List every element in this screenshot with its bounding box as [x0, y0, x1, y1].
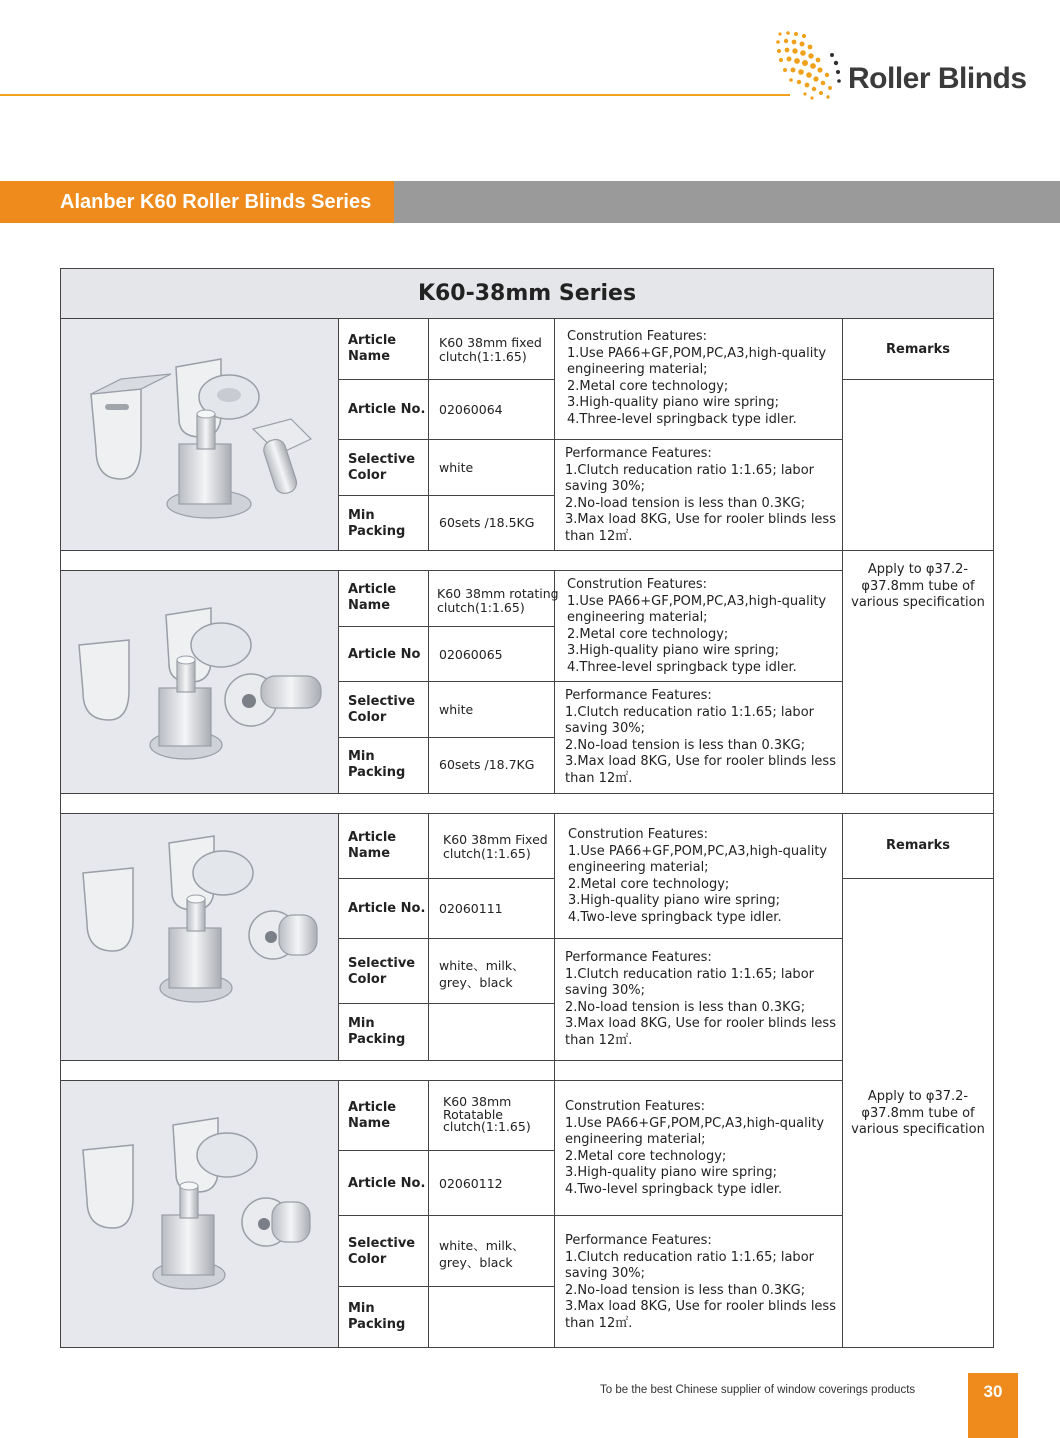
product-image-02060065	[61, 570, 339, 793]
row-divider	[842, 379, 993, 380]
min-packing-value: 60sets /18.7KG	[439, 757, 535, 772]
rotating-clutch-parts-icon	[61, 570, 338, 793]
performance-features: Performance Features: 1.Clutch reducation ratio 1:1.65; labor saving 30%; 2.No-load tension is less than 0.3KG; 3.Max load 8KG, Use for rooler blinds less than 12㎡.	[565, 950, 836, 1048]
column-divider	[428, 1080, 429, 1347]
selective-color-label: Selective Color	[348, 452, 416, 483]
row-divider	[339, 681, 843, 682]
article-no-value: 02060064	[439, 402, 503, 417]
row-divider	[339, 737, 555, 738]
brand-logo-dots-icon	[772, 28, 846, 102]
column-divider	[554, 813, 555, 1347]
product-image-02060111	[61, 813, 339, 1060]
article-name-value: K60 38mm rotating clutch(1:1.65)	[437, 586, 559, 615]
group-separator	[61, 813, 993, 814]
remarks-apply-text: Apply to φ37.2- φ37.8mm tube of various specification	[851, 562, 985, 610]
row-divider	[339, 379, 555, 380]
selective-color-value: white、milk、 grey、black	[439, 1238, 525, 1270]
article-name-label: Article Name	[348, 1100, 397, 1131]
article-name-label: Article Name	[348, 333, 397, 364]
row-divider	[339, 1215, 843, 1216]
article-name-value: K60 38mm fixed clutch(1:1.65)	[439, 335, 542, 364]
remarks-apply-text: Apply to φ37.2- φ37.8mm tube of various specification	[851, 1089, 985, 1137]
article-no-value: 02060111	[439, 901, 503, 916]
selective-color-label: Selective Color	[348, 1236, 416, 1267]
article-no-label: Article No.	[348, 402, 426, 417]
min-packing-value: 60sets /18.5KG	[439, 515, 535, 530]
row-divider	[339, 938, 843, 939]
min-packing-label: Min Packing	[348, 749, 406, 780]
article-name-label: Article Name	[348, 830, 397, 861]
column-divider	[428, 813, 429, 1060]
performance-features: Performance Features: 1.Clutch reducation ratio 1:1.65; labor saving 30%; 2.No-load tension is less than 0.3KG; 3.Max load 8KG, Use for rooler blinds less than 12㎡.	[565, 1233, 836, 1331]
min-packing-label: Min Packing	[348, 508, 406, 539]
article-name-value: K60 38mm Rotatable clutch(1:1.65)	[443, 1094, 531, 1134]
remarks-header: Remarks	[886, 342, 950, 357]
selective-color-label: Selective Color	[348, 694, 416, 725]
group-separator	[61, 570, 843, 571]
construction-features: Constrution Features: 1.Use PA66+GF,POM,PC,A3,high-quality engineering material; 2.Metal core technology; 3.High-quality piano wire spring; 4.Three-level springback type idler.	[567, 329, 827, 427]
construction-features: Constrution Features: 1.Use PA66+GF,POM,PC,A3,high-quality engineering material; 2.Metal core technology; 3.High-quality piano wire spring; 4.Two-level springback type idler.	[565, 1099, 825, 1197]
column-divider	[554, 319, 555, 550]
group-separator	[61, 1080, 843, 1081]
fixed-clutch-parts-icon	[61, 813, 338, 1060]
performance-features: Performance Features: 1.Clutch reducation ratio 1:1.65; labor saving 30%; 2.No-load tension is less than 0.3KG; 3.Max load 8KG, Use for rooler blinds less than 12㎡.	[565, 688, 836, 786]
column-divider	[842, 813, 843, 1347]
page-number: 30	[968, 1373, 1018, 1438]
row-divider	[339, 626, 555, 627]
series-band-title: Alanber K60 Roller Blinds Series	[0, 181, 394, 223]
row-divider	[842, 878, 993, 879]
row-divider	[339, 1003, 555, 1004]
min-packing-label: Min Packing	[348, 1016, 406, 1047]
selective-color-value: white、milk、 grey、black	[439, 958, 525, 990]
article-name-value: K60 38mm Fixed clutch(1:1.65)	[443, 832, 548, 861]
column-divider	[842, 319, 843, 793]
article-name-label: Article Name	[348, 582, 397, 613]
row-divider	[339, 1150, 555, 1151]
rotatable-clutch-parts-icon	[61, 1080, 338, 1347]
group-separator	[61, 1060, 843, 1061]
performance-features: Performance Features: 1.Clutch reducation ratio 1:1.65; labor saving 30%; 2.No-load tension is less than 0.3KG; 3.Max load 8KG, Use for rooler blinds less than 12㎡.	[565, 446, 836, 544]
footer-tagline: To be the best Chinese supplier of window coverings products	[600, 1384, 916, 1396]
selective-color-value: white	[439, 460, 474, 475]
group-separator	[61, 550, 993, 551]
table-title: K60-38mm Series	[61, 269, 993, 319]
header-rule	[0, 94, 790, 96]
article-no-label: Article No.	[348, 901, 426, 916]
row-divider	[339, 495, 555, 496]
row-divider	[339, 1286, 555, 1287]
construction-features: Constrution Features: 1.Use PA66+GF,POM,PC,A3,high-quality engineering material; 2.Metal core technology; 3.High-quality piano wire spring; 4.Two-leve springback type idler.	[568, 827, 828, 925]
remarks-header: Remarks	[886, 838, 950, 853]
article-no-label: Article No.	[348, 1176, 426, 1191]
column-divider	[428, 319, 429, 550]
row-divider	[339, 878, 555, 879]
article-no-value: 02060065	[439, 647, 503, 662]
series-band-gray	[392, 181, 1060, 223]
article-no-label: Article No	[348, 647, 421, 662]
selective-color-value: white	[439, 702, 474, 717]
min-packing-label: Min Packing	[348, 1301, 406, 1332]
construction-features: Constrution Features: 1.Use PA66+GF,POM,PC,A3,high-quality engineering material; 2.Metal core technology; 3.High-quality piano wire spring; 4.Three-level springback type idler.	[567, 577, 827, 675]
selective-color-label: Selective Color	[348, 956, 416, 987]
fixed-clutch-parts-icon	[61, 319, 338, 550]
brand-name: Roller Blinds	[848, 62, 1027, 95]
row-divider	[339, 439, 843, 440]
product-image-02060112	[61, 1080, 339, 1347]
group-separator	[61, 793, 993, 794]
article-no-value: 02060112	[439, 1176, 503, 1191]
product-image-02060064	[61, 319, 339, 550]
